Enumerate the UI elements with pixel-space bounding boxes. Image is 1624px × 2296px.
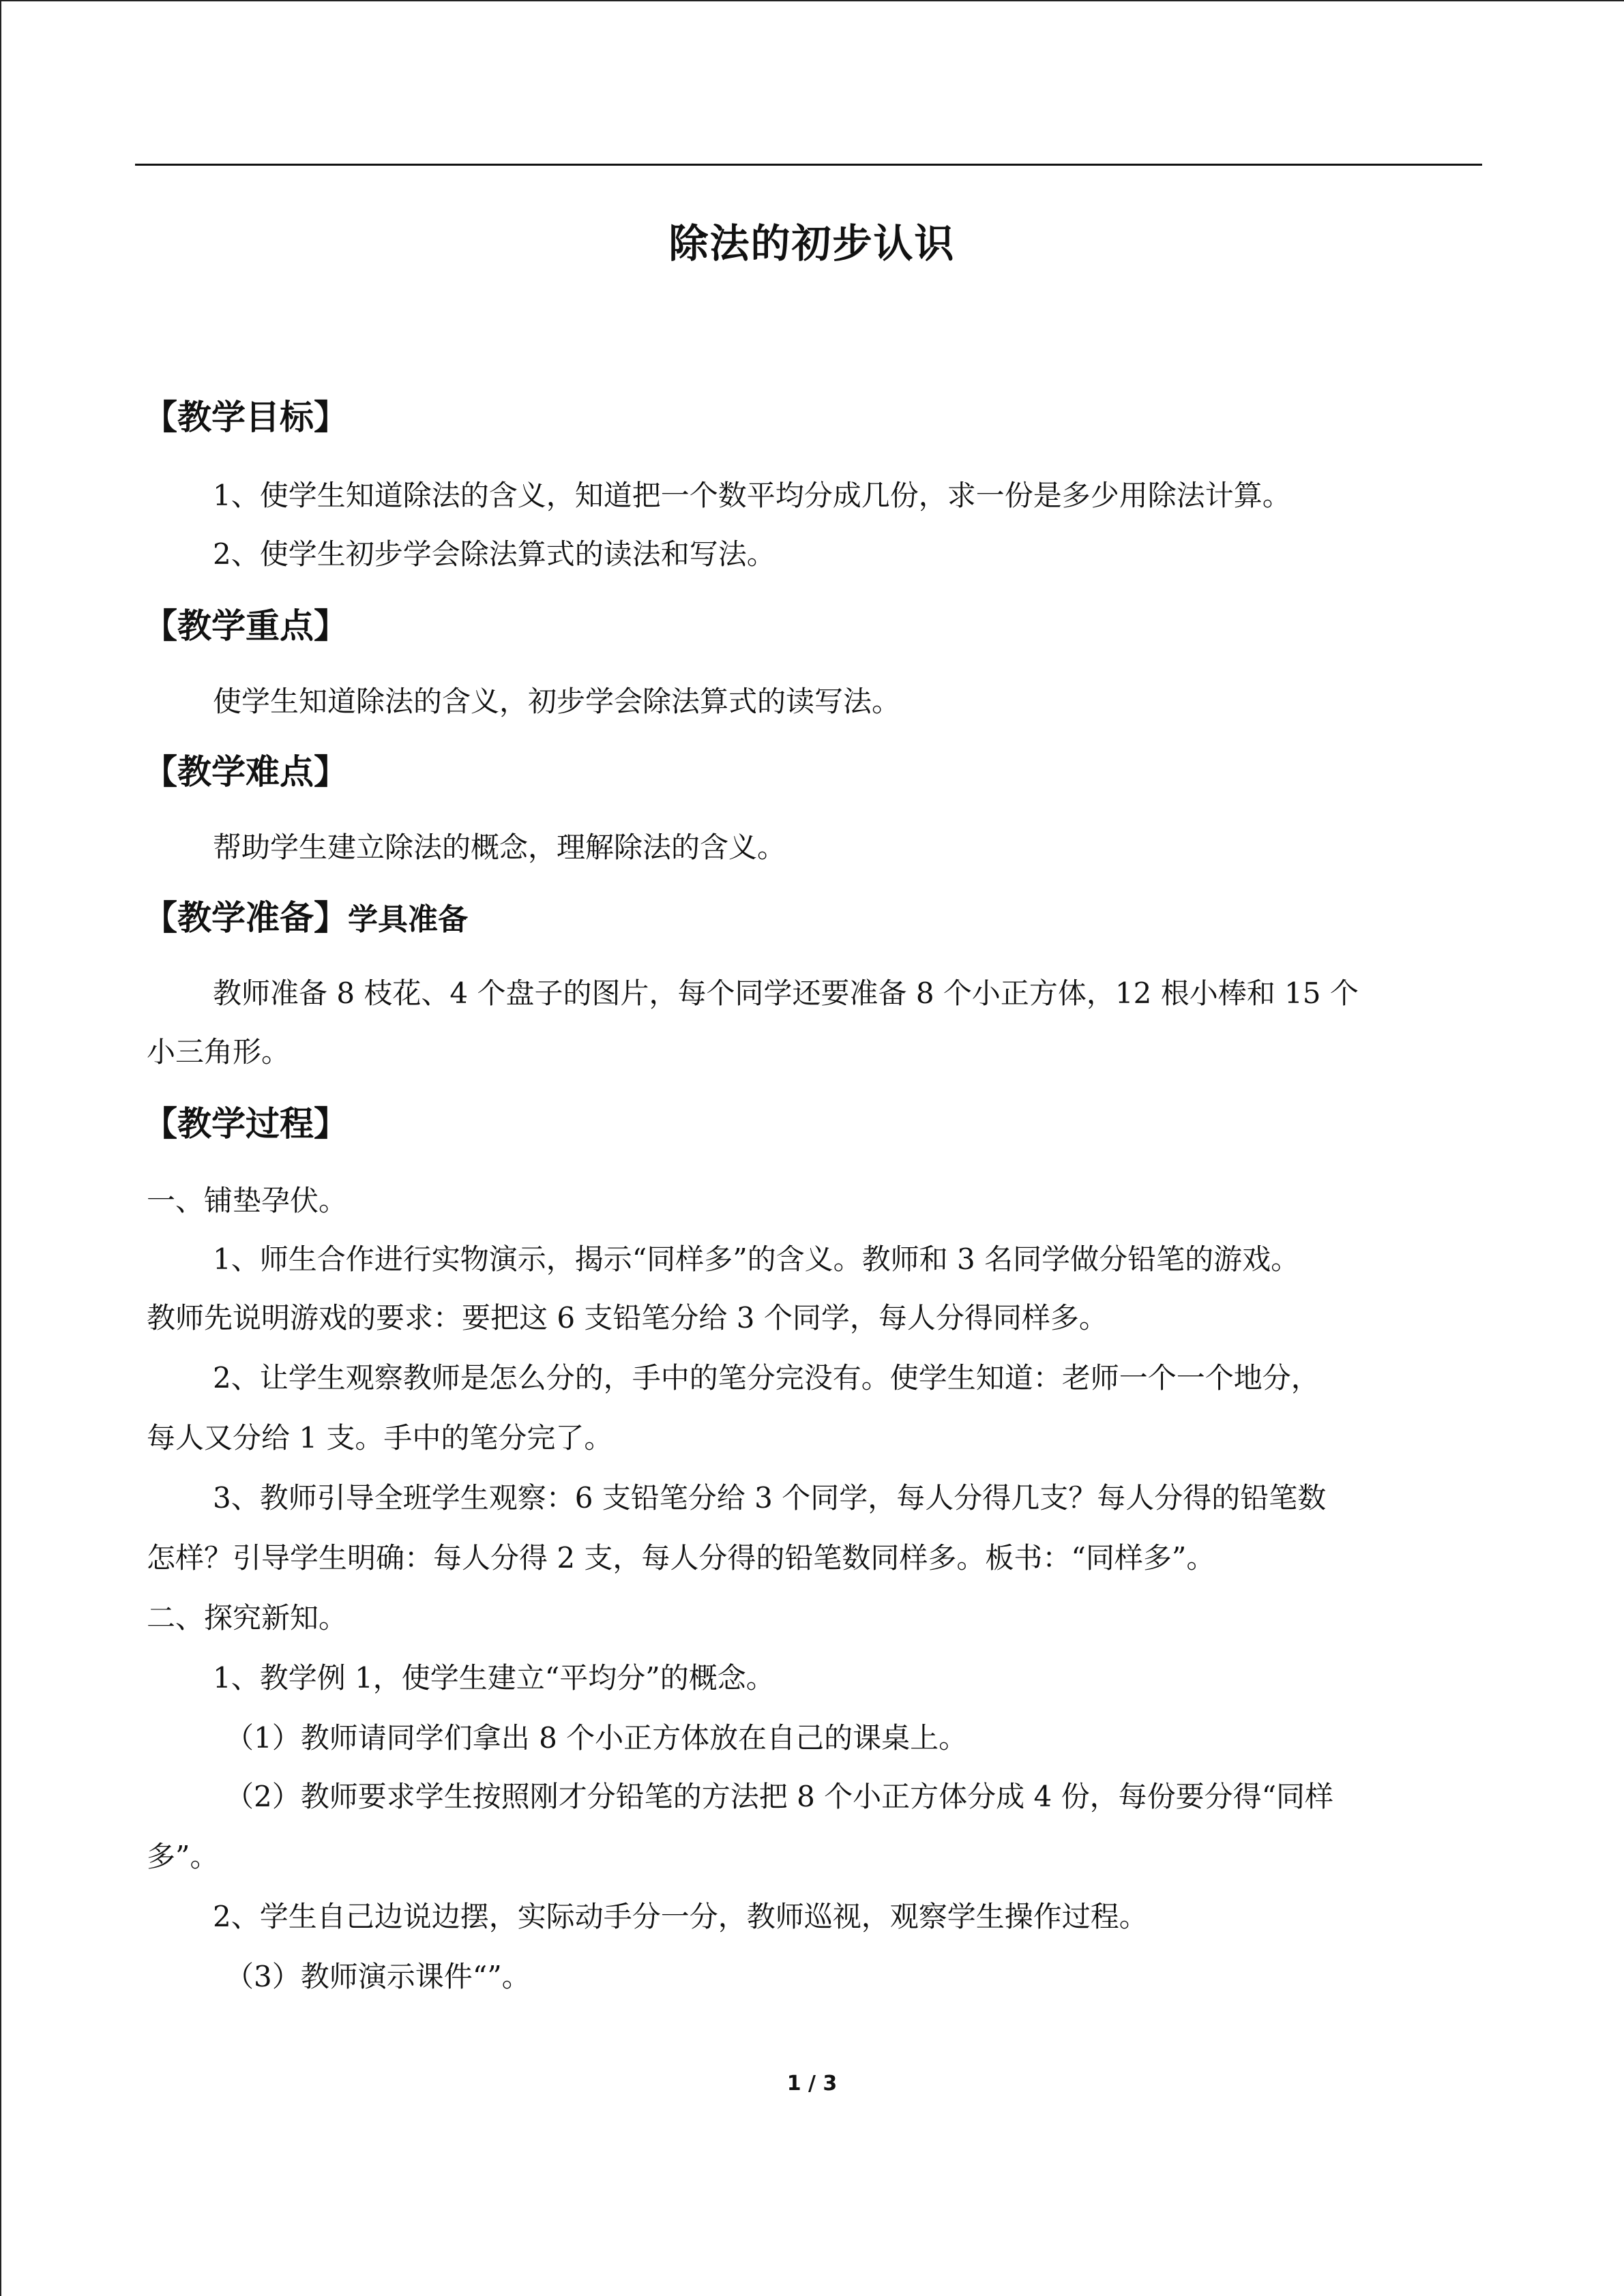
key-points-text: 使学生知道除法的含义，初步学会除法算式的读写法。 xyxy=(213,685,901,718)
process-part1-title: 一、铺垫孕伏。 xyxy=(147,1184,348,1217)
preparation-line-1: 教师准备 8 枝花、4 个盘子的图片，每个同学还要准备 8 个小正方体，12 根小棒和 15 个 xyxy=(213,976,1359,1010)
process-p3-line2: 怎样？引导学生明确：每人分得 2 支，每人分得的铅笔数同样多。板书：“同样多”。 xyxy=(147,1541,1215,1575)
heading-preparation xyxy=(143,891,468,940)
process-example-1-step-1: （1）教师请同学们拿出 8 个小正方体放在自己的课桌上。 xyxy=(225,1721,968,1755)
page-title: 除法的初步认识 xyxy=(668,220,956,267)
process-example-2: 2、学生自己边说边摆，实际动手分一分，教师巡视，观察学生操作过程。 xyxy=(213,1900,1148,1933)
process-p2-line2: 每人又分给 1 支。手中的笔分完了。 xyxy=(147,1421,613,1455)
process-part2-title: 二、探究新知。 xyxy=(147,1601,348,1635)
process-example-1-step-2-line1: （2）教师要求学生按照刚才分铅笔的方法把 8 个小正方体分成 4 份，每份要分得“同样 xyxy=(225,1780,1334,1813)
page-number: 1 / 3 xyxy=(786,2072,838,2096)
page-border-left xyxy=(0,0,1,2296)
preparation-heading-label: 【教学准备】 xyxy=(143,898,348,938)
goal-item-2: 2、使学生初步学会除法算式的读法和写法。 xyxy=(213,537,776,571)
process-example-1-step-2-line2: 多”。 xyxy=(147,1840,219,1873)
heading-difficulties: 【教学难点】 xyxy=(143,752,348,792)
page-border-top xyxy=(0,0,1624,1)
header-rule xyxy=(135,164,1482,166)
heading-key-points: 【教学重点】 xyxy=(143,606,348,646)
preparation-line-2: 小三角形。 xyxy=(147,1035,291,1069)
difficulties-text: 帮助学生建立除法的概念，理解除法的含义。 xyxy=(213,831,786,864)
heading-process: 【教学过程】 xyxy=(143,1104,348,1144)
process-example-1: 1、教学例 1，使学生建立“平均分”的概念。 xyxy=(213,1661,775,1695)
process-p1-line2: 教师先说明游戏的要求：要把这 6 支铅笔分给 3 个同学，每人分得同样多。 xyxy=(147,1301,1108,1335)
process-example-3: （3）教师演示课件“”。 xyxy=(225,1960,531,1993)
preparation-subheading: 学具准备 xyxy=(348,902,468,937)
process-p3-line1: 3、教师引导全班学生观察：6 支铅笔分给 3 个同学，每人分得几支？每人分得的铅笔数 xyxy=(213,1481,1327,1515)
goal-item-1: 1、使学生知道除法的含义，知道把一个数平均分成几份，求一份是多少用除法计算。 xyxy=(213,479,1291,512)
process-p1-line1: 1、师生合作进行实物演示，揭示“同样多”的含义。教师和 3 名同学做分铅笔的游戏。 xyxy=(213,1242,1300,1276)
heading-teaching-goals: 【教学目标】 xyxy=(143,398,348,437)
process-p2-line1: 2、让学生观察教师是怎么分的，手中的笔分完没有。使学生知道：老师一个一个地分， xyxy=(213,1361,1320,1395)
